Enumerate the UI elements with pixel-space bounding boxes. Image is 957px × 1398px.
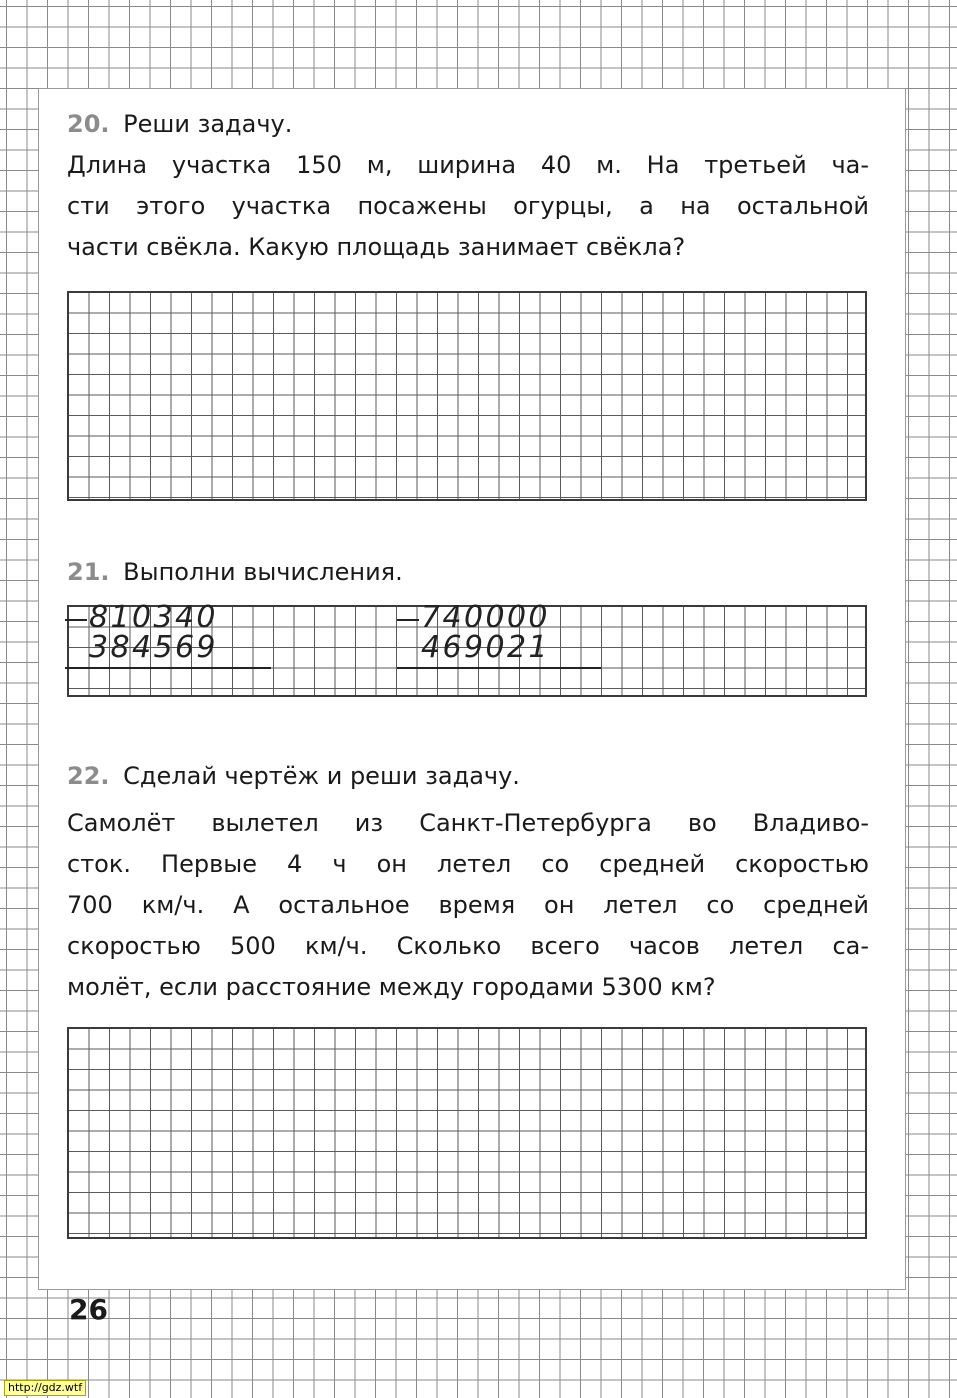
minuend: 810340 [89,600,218,635]
task-21-title [67,557,403,587]
answer-grid-task-20[interactable] [67,291,867,501]
text-line: Длина участка 150 м, ширина 40 м. На третьей ча- [67,151,869,179]
result-line [65,667,271,669]
task-number: 21. [67,558,110,586]
result-line [397,667,601,669]
task-number: 20. [67,110,110,138]
task-heading: Реши задачу. [123,110,293,138]
task-number: 22. [67,762,110,790]
text-line: сток. Первые 4 ч он летел со средней скоростью [67,850,869,878]
watermark-link[interactable]: http://gdz.wtf [4,1380,86,1396]
text-line: молёт, если расстояние между городами 5300 км? [67,973,716,1001]
text-line: скоростью 500 км/ч. Сколько всего часов летел са- [67,932,869,960]
task-20-title [67,109,292,139]
subtrahend: 469021 [421,630,550,665]
task-heading: Сделай чертёж и реши задачу. [123,762,520,790]
minus-sign [397,619,419,621]
text-line: Самолёт вылетел из Санкт-Петербурга во Владиво- [67,809,869,837]
task-22-text [67,803,869,1008]
workbook-page [38,88,906,1326]
task-22-title [67,761,520,791]
task-heading: Выполни вычисления. [123,558,403,586]
page-number: 26 [69,1293,108,1326]
minuend: 740000 [421,600,550,635]
text-line: части свёкла. Какую площадь занимает свёкла? [67,233,686,261]
task-20-text [67,145,869,268]
text-line: 700 км/ч. А остальное время он летел со средней [67,891,869,919]
text-line: сти этого участка посажены огурцы, а на остальной [67,192,869,220]
subtrahend: 384569 [89,630,218,665]
answer-grid-task-22[interactable] [67,1027,867,1239]
minus-sign [65,619,87,621]
